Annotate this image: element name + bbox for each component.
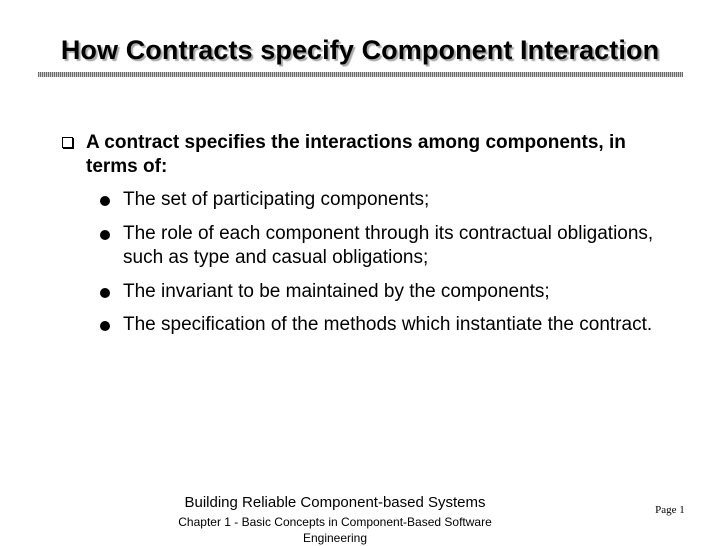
title-underline [38,72,683,77]
checkbox-bullet-icon [62,137,73,148]
bullet-dot-icon [100,230,110,240]
sub-item-methods [100,313,660,337]
bullet-dot-icon [100,196,110,206]
footer-chapter: Chapter 1 - Basic Concepts in Component-Based Software Engineering [178,515,492,545]
sub-item-invariant [100,280,660,304]
main-point-text: A contract specifies the interactions among components, in terms of: [86,132,626,177]
main-point [62,131,662,179]
bullet-dot-icon [100,321,110,331]
sub-item-participants [100,188,660,212]
sub-item-text: The set of participating components; [123,189,430,210]
sub-item-roles [100,222,660,270]
page-number: Page 1 [655,504,685,516]
sub-item-text: The invariant to be maintained by the components; [123,281,550,302]
bullet-dot-icon [100,288,110,298]
footer-book-title: Building Reliable Component-based Systems [184,494,486,511]
sub-item-text: The role of each component through its contractual obligations, such as type and casual obligations; [123,223,654,268]
slide-title: How Contracts specify Component Interaction [60,35,660,65]
sub-item-text: The specification of the methods which instantiate the contract. [123,314,653,335]
